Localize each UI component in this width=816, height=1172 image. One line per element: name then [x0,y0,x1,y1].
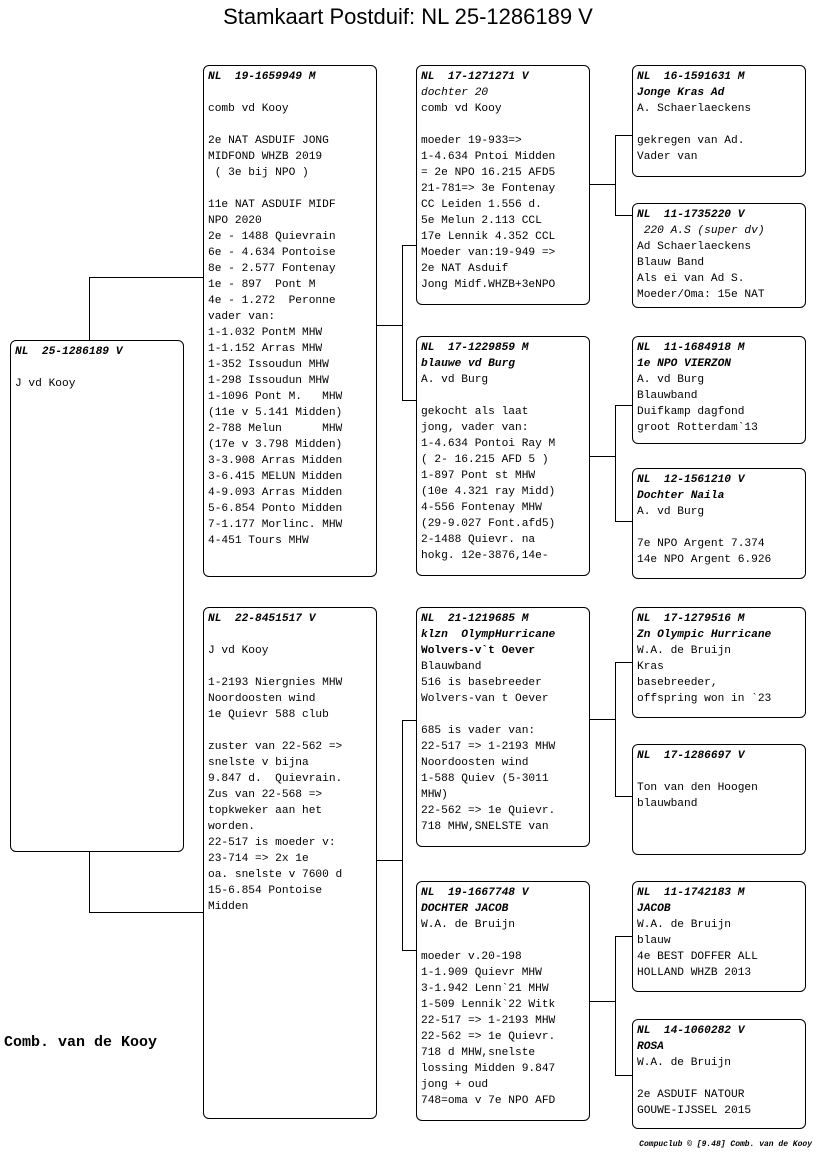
card-line: A. vd Burg [637,506,705,518]
pigeon-card-mother [203,607,377,1119]
card-line: 21-781=> 3e Fontenay [421,183,556,195]
connector [589,719,615,720]
card-line: jong + oud [421,1079,489,1091]
card-line [208,723,372,739]
card-line: 1-4.634 Pntoi Midden [421,151,556,163]
card-line: 22-517 => 1-2193 MHW [421,741,556,753]
card-line: 1-4.634 Pontoi Ray M [421,438,556,450]
card-line: GOUWE-IJSSEL 2015 [637,1105,752,1117]
card-line: 22-517 is moeder v: [208,837,336,849]
card-line: 1-2193 Niergnies MHW [208,677,343,689]
card-line: gekocht als laat [421,406,529,418]
card-line: groot Rotterdam`13 [637,422,758,434]
card-line: A. Schaerlaeckens [637,103,752,115]
ring-number: NL 11-1684918 M [637,342,745,354]
card-line: (29-9.027 Font.afd5) [421,518,556,530]
pigeon-card-father-father [416,65,590,305]
connector [402,950,416,951]
card-line: Wolvers-v`t Oever [421,645,536,657]
card-line: (10e 4.321 ray Midd) [421,486,556,498]
card-line: 5-6.854 Ponto Midden [208,503,343,515]
card-line [421,117,585,133]
card-line: 8e - 2.577 Fontenay [208,263,336,275]
card-line: Midden [208,901,249,913]
card-line: 516 is basebreeder [421,677,542,689]
ring-number: NL 14-1060282 V [637,1025,745,1037]
card-line: 1-588 Quiev (5-3011 [421,773,549,785]
card-line: basebreeder, [637,677,718,689]
pigeon-card-father [203,65,377,577]
card-line: Blauw Band [637,257,705,269]
ring-number: NL 12-1561210 V [637,474,745,486]
card-line: 9.847 d. Quievrain. [208,773,343,785]
pigeon-card-mmf [632,881,806,992]
card-line: 1-298 Issoudun MHW [208,375,329,387]
pigeon-card-father-mother [416,336,590,576]
connector [376,325,402,326]
card-line: oa. snelste v 7600 d [208,869,343,881]
connector [89,912,203,913]
card-line: blauw [637,935,671,947]
card-line: 2e NAT Asduif [421,263,509,275]
card-line [421,388,585,404]
card-line: 1e - 897 Pont M [208,279,316,291]
card-line: comb vd Kooy [208,103,289,115]
card-line: Moeder/Oma: 15e NAT [637,289,765,301]
card-line: 220 A.S (super dv) [637,225,765,237]
ring-number: NL 25-1286189 V [15,346,123,358]
card-line: 748=oma v 7e NPO AFD [421,1095,556,1107]
pigeon-card-mother-father [416,607,590,847]
card-line: MIDFOND WHZB 2019 [208,151,323,163]
card-line [15,360,179,376]
connector [589,1001,615,1002]
card-line: hokg. 12e-3876,14e- [421,550,549,562]
ring-number: NL 22-8451517 V [208,613,316,625]
card-line: MHW) [421,789,448,801]
pigeon-card-fff [632,65,806,177]
card-line: 2e - 1488 Quievrain [208,231,336,243]
card-line: J vd Kooy [208,645,269,657]
card-line: A. vd Burg [421,374,489,386]
card-line: NPO 2020 [208,215,262,227]
card-line [637,117,801,133]
card-line: snelste v bijna [208,757,309,769]
card-line: Moeder van:19-949 => [421,247,556,259]
card-line: topkweker aan het [208,805,323,817]
card-line: Kras [637,661,664,673]
card-line: 2-1488 Quievr. na [421,534,536,546]
ring-number: NL 19-1667748 V [421,887,529,899]
connector [402,720,403,951]
card-line: W.A. de Bruijn [637,1057,731,1069]
connector [89,277,203,278]
card-line: 7-1.177 Morlinc. MHW [208,519,343,531]
card-line: Blauwband [637,390,698,402]
card-line: W.A. de Bruijn [421,919,515,931]
card-line [208,117,372,133]
card-line [421,933,585,949]
card-line: 3-1.942 Lenn`21 MHW [421,983,549,995]
ring-number: NL 11-1735220 V [637,209,745,221]
card-line: 4e BEST DOFFER ALL [637,951,758,963]
connector [89,852,90,912]
connector [615,405,632,406]
card-line: 11e NAT ASDUIF MIDF [208,199,336,211]
card-line: J vd Kooy [15,378,76,390]
pigeon-card-ffm [632,203,806,308]
page-title: Stamkaart Postduif: NL 25-1286189 V [223,4,593,29]
card-line [208,659,372,675]
card-line [208,627,372,643]
card-line: 1-509 Lennik`22 Witk [421,999,556,1011]
breeder-name: Comb. van de Kooy [4,1034,158,1051]
card-line: 3-3.908 Arras Midden [208,455,343,467]
connector [89,277,90,340]
card-line: 718 d MHW,snelste [421,1047,536,1059]
card-line: blauwband [637,798,698,810]
card-line [421,707,585,723]
pigeon-card-fmm [632,468,806,579]
card-line: Ton van den Hoogen [637,782,758,794]
card-line: 685 is vader van: [421,725,536,737]
card-line: 22-562 => 1e Quievr. [421,1031,556,1043]
connector [589,456,615,457]
card-line: 1e NPO VIERZON [637,358,731,370]
card-line: blauwe vd Burg [421,358,515,370]
connector [402,245,416,246]
card-line: 1-1096 Pont M. MHW [208,391,343,403]
connector [615,936,616,1076]
card-line: 14e NPO Argent 6.926 [637,554,772,566]
connector [376,860,402,861]
card-line: JACOB [637,903,671,915]
ring-number: NL 17-1229859 M [421,342,529,354]
card-line: Noordoosten wind [421,757,529,769]
card-line: offspring won in `23 [637,693,772,705]
card-line: dochter 20 [421,87,489,99]
pigeon-card-mmm [632,1019,806,1129]
connector [402,245,403,401]
connector [615,135,616,215]
connector [615,936,632,937]
card-line: 4-451 Tours MHW [208,535,309,547]
ring-number: NL 11-1742183 M [637,887,745,899]
card-line: worden. [208,821,255,833]
card-line: Blauwband [421,661,482,673]
card-line: 1-1.909 Quievr MHW [421,967,542,979]
connector [615,662,616,797]
footer-credit: Compuclub © [9.48] Comb. van de Kooy [639,1140,812,1149]
card-line: 17e Lennik 4.352 CCL [421,231,556,243]
card-line: moeder v.20-198 [421,951,522,963]
card-line [208,181,372,197]
card-line: gekregen van Ad. [637,135,745,147]
connector [589,184,615,185]
card-line [637,764,801,780]
ring-number: NL 16-1591631 M [637,71,745,83]
card-line: Noordoosten wind [208,693,316,705]
pigeon-card-mfm [632,744,806,855]
card-line: Vader van [637,151,698,163]
card-line: 1e Quievr 588 club [208,709,329,721]
pigeon-card-mff [632,607,806,718]
ring-number: NL 21-1219685 M [421,613,529,625]
card-line: moeder 19-933=> [421,135,522,147]
card-line: 6e - 4.634 Pontoise [208,247,336,259]
card-line: 1-1.152 Arras MHW [208,343,323,355]
card-line: 1-897 Pont st MHW [421,470,536,482]
card-line: 23-714 => 2x 1e [208,853,309,865]
card-line: CC Leiden 1.556 d. [421,199,542,211]
card-line: W.A. de Bruijn [637,645,731,657]
card-line: jong, vader van: [421,422,529,434]
card-line: 3-6.415 MELUN Midden [208,471,343,483]
connector [615,1075,632,1076]
connector [615,135,632,136]
connector [402,400,416,401]
card-line: Duifkamp dagfond [637,406,745,418]
card-line: 5e Melun 2.113 CCL [421,215,542,227]
connector [615,796,632,797]
card-line: Jonge Kras Ad [637,87,725,99]
connector [615,662,632,663]
connector [615,405,616,522]
connector [615,215,632,216]
card-line: vader van: [208,311,276,323]
ring-number: NL 17-1279516 M [637,613,745,625]
card-line: Als ei van Ad S. [637,273,745,285]
card-line [637,1071,801,1087]
ring-number: NL 19-1659949 M [208,71,316,83]
card-line: W.A. de Bruijn [637,919,731,931]
card-line: Dochter Naila [637,490,725,502]
card-line: HOLLAND WHZB 2013 [637,967,752,979]
card-line: 4-9.093 Arras Midden [208,487,343,499]
card-line: 2e ASDUIF NATOUR [637,1089,745,1101]
pigeon-card-fmf [632,336,806,444]
connector [402,720,416,721]
card-line: Jong Midf.WHZB+3eNPO [421,279,556,291]
card-line: comb vd Kooy [421,103,502,115]
card-line: 4-556 Fontenay MHW [421,502,542,514]
card-line: (11e v 5.141 Midden) [208,407,343,419]
card-line [208,85,372,101]
card-line: 7e NPO Argent 7.374 [637,538,765,550]
card-line: zuster van 22-562 => [208,741,343,753]
card-line: A. vd Burg [637,374,705,386]
card-line: 1-1.032 PontM MHW [208,327,323,339]
card-line: Zn Olympic Hurricane [637,629,772,641]
card-line: Ad Schaerlaeckens [637,241,752,253]
card-line: 15-6.854 Pontoise [208,885,323,897]
card-line: (17e v 3.798 Midden) [208,439,343,451]
card-line: DOCHTER JACOB [421,903,509,915]
card-line: 4e - 1.272 Peronne [208,295,336,307]
card-line [637,520,801,536]
card-line: 1-352 Issoudun MHW [208,359,329,371]
ring-number: NL 17-1271271 V [421,71,529,83]
card-line: ROSA [637,1041,664,1053]
card-line: Zus van 22-568 => [208,789,323,801]
pigeon-card-subject [10,340,184,852]
card-line: 22-517 => 1-2193 MHW [421,1015,556,1027]
card-line: Wolvers-van t Oever [421,693,549,705]
card-line: 22-562 => 1e Quievr. [421,805,556,817]
pigeon-card-mother-mother [416,881,590,1121]
card-line: ( 2- 16.215 AFD 5 ) [421,454,549,466]
card-line: = 2e NPO 16.215 AFD5 [421,167,556,179]
card-line: lossing Midden 9.847 [421,1063,556,1075]
card-line: 2-788 Melun MHW [208,423,343,435]
card-line: klzn OlympHurricane [421,629,556,641]
card-line: 2e NAT ASDUIF JONG [208,135,329,147]
card-line: 718 MHW,SNELSTE van [421,821,549,833]
ring-number: NL 17-1286697 V [637,750,745,762]
connector [615,521,632,522]
card-line: ( 3e bij NPO ) [208,167,309,179]
